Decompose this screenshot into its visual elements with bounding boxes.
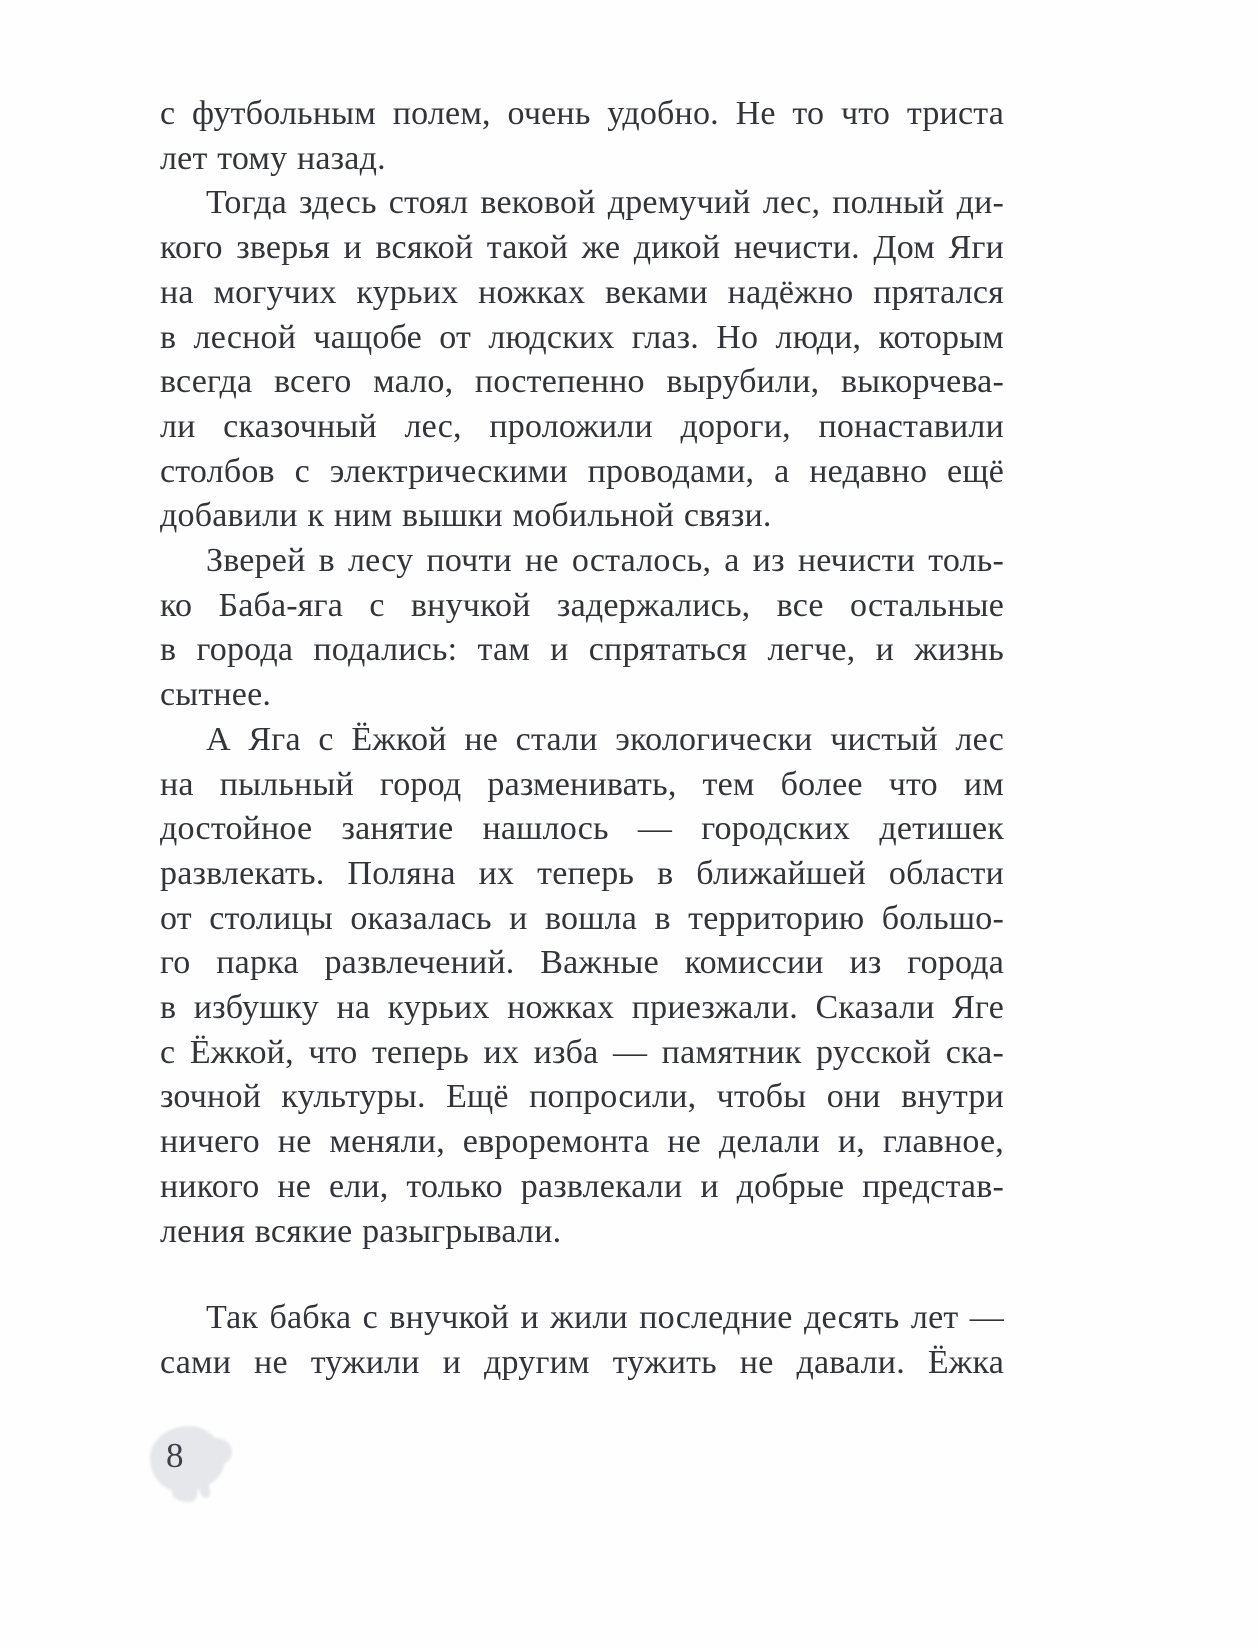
text-line: с футбольным полем, очень удобно. Не то что триста [160,95,1004,132]
text-line: никого не ели, только развлекали и добрые представ- [160,1167,1004,1205]
text-line: столбов с электрическими проводами, а недавно ещё [160,452,1004,490]
text-line: на пыльный город разменивать, тем более что им [160,765,1004,803]
text-line: от столицы оказалась и вошла в территорию большо- [160,899,1004,937]
text-line: ко Баба-яга с внучкой задержались, все остальные [160,586,1004,624]
paragraph [160,92,1004,181]
page-number: 8 [166,1436,184,1475]
text-line: ничего не меняли, евроремонта не делали и, главное, [160,1123,1004,1161]
text-line: сами не тужили и другим тужить не давали. Ёжка [160,1343,1004,1381]
text-line: достойное занятие нашлось — городских детишек [160,810,1004,848]
blob-drip [198,1483,211,1499]
text-line: Тогда здесь стоял вековой дремучий лес, полный ди- [206,184,1004,222]
text-line: с Ёжкой, что теперь их изба — памятник русской ска- [160,1033,1004,1071]
text-line: ления всякие разыгрывали. [160,1212,562,1250]
text-line: в лесной чащобе от людских глаз. Но люди, которым [160,318,1004,356]
text-line: на могучих курьих ножках веками надёжно прятался [160,273,1004,311]
paragraph [160,718,1004,1254]
text-line: в избушку на курьих ножках приезжали. Сказали Яге [160,989,1004,1027]
text-line: А Яга с Ёжкой не стали экологически чистый лес [206,720,1004,758]
text-line: ли сказочный лес, проложили дороги, понаставили [160,407,1004,445]
text-line: лет тому назад. [160,139,386,177]
text-line: развлекать. Поляна их теперь в ближайшей области [160,854,1004,892]
text-line: кого зверья и всякой такой же дикой нечисти. Дом Яги [160,229,1004,267]
paragraph [160,539,1004,718]
text-line: в города подались: там и спрятаться легче, и жизнь [160,631,1004,669]
text-line: всегда всего мало, постепенно вырубили, выкорчева- [160,363,1004,401]
paragraph [160,1296,1004,1385]
text-line: го парка развлечений. Важные комиссии из города [160,944,1004,982]
page-number-area [148,1424,232,1500]
text-line: сытнее. [160,676,272,714]
text-line: Зверей в лесу почти не осталось, а из нечисти толь- [206,542,1004,580]
page-text [160,92,1004,1386]
text-line: Так бабка с внучкой и жили последние десять лет — [206,1299,1004,1337]
paragraph [160,181,1004,539]
text-line: зочной культуры. Ещё попросили, чтобы они внутри [160,1078,1004,1116]
page-number-blob [150,1426,224,1492]
text-line: добавили к ним вышки мобильной связи. [160,497,772,535]
